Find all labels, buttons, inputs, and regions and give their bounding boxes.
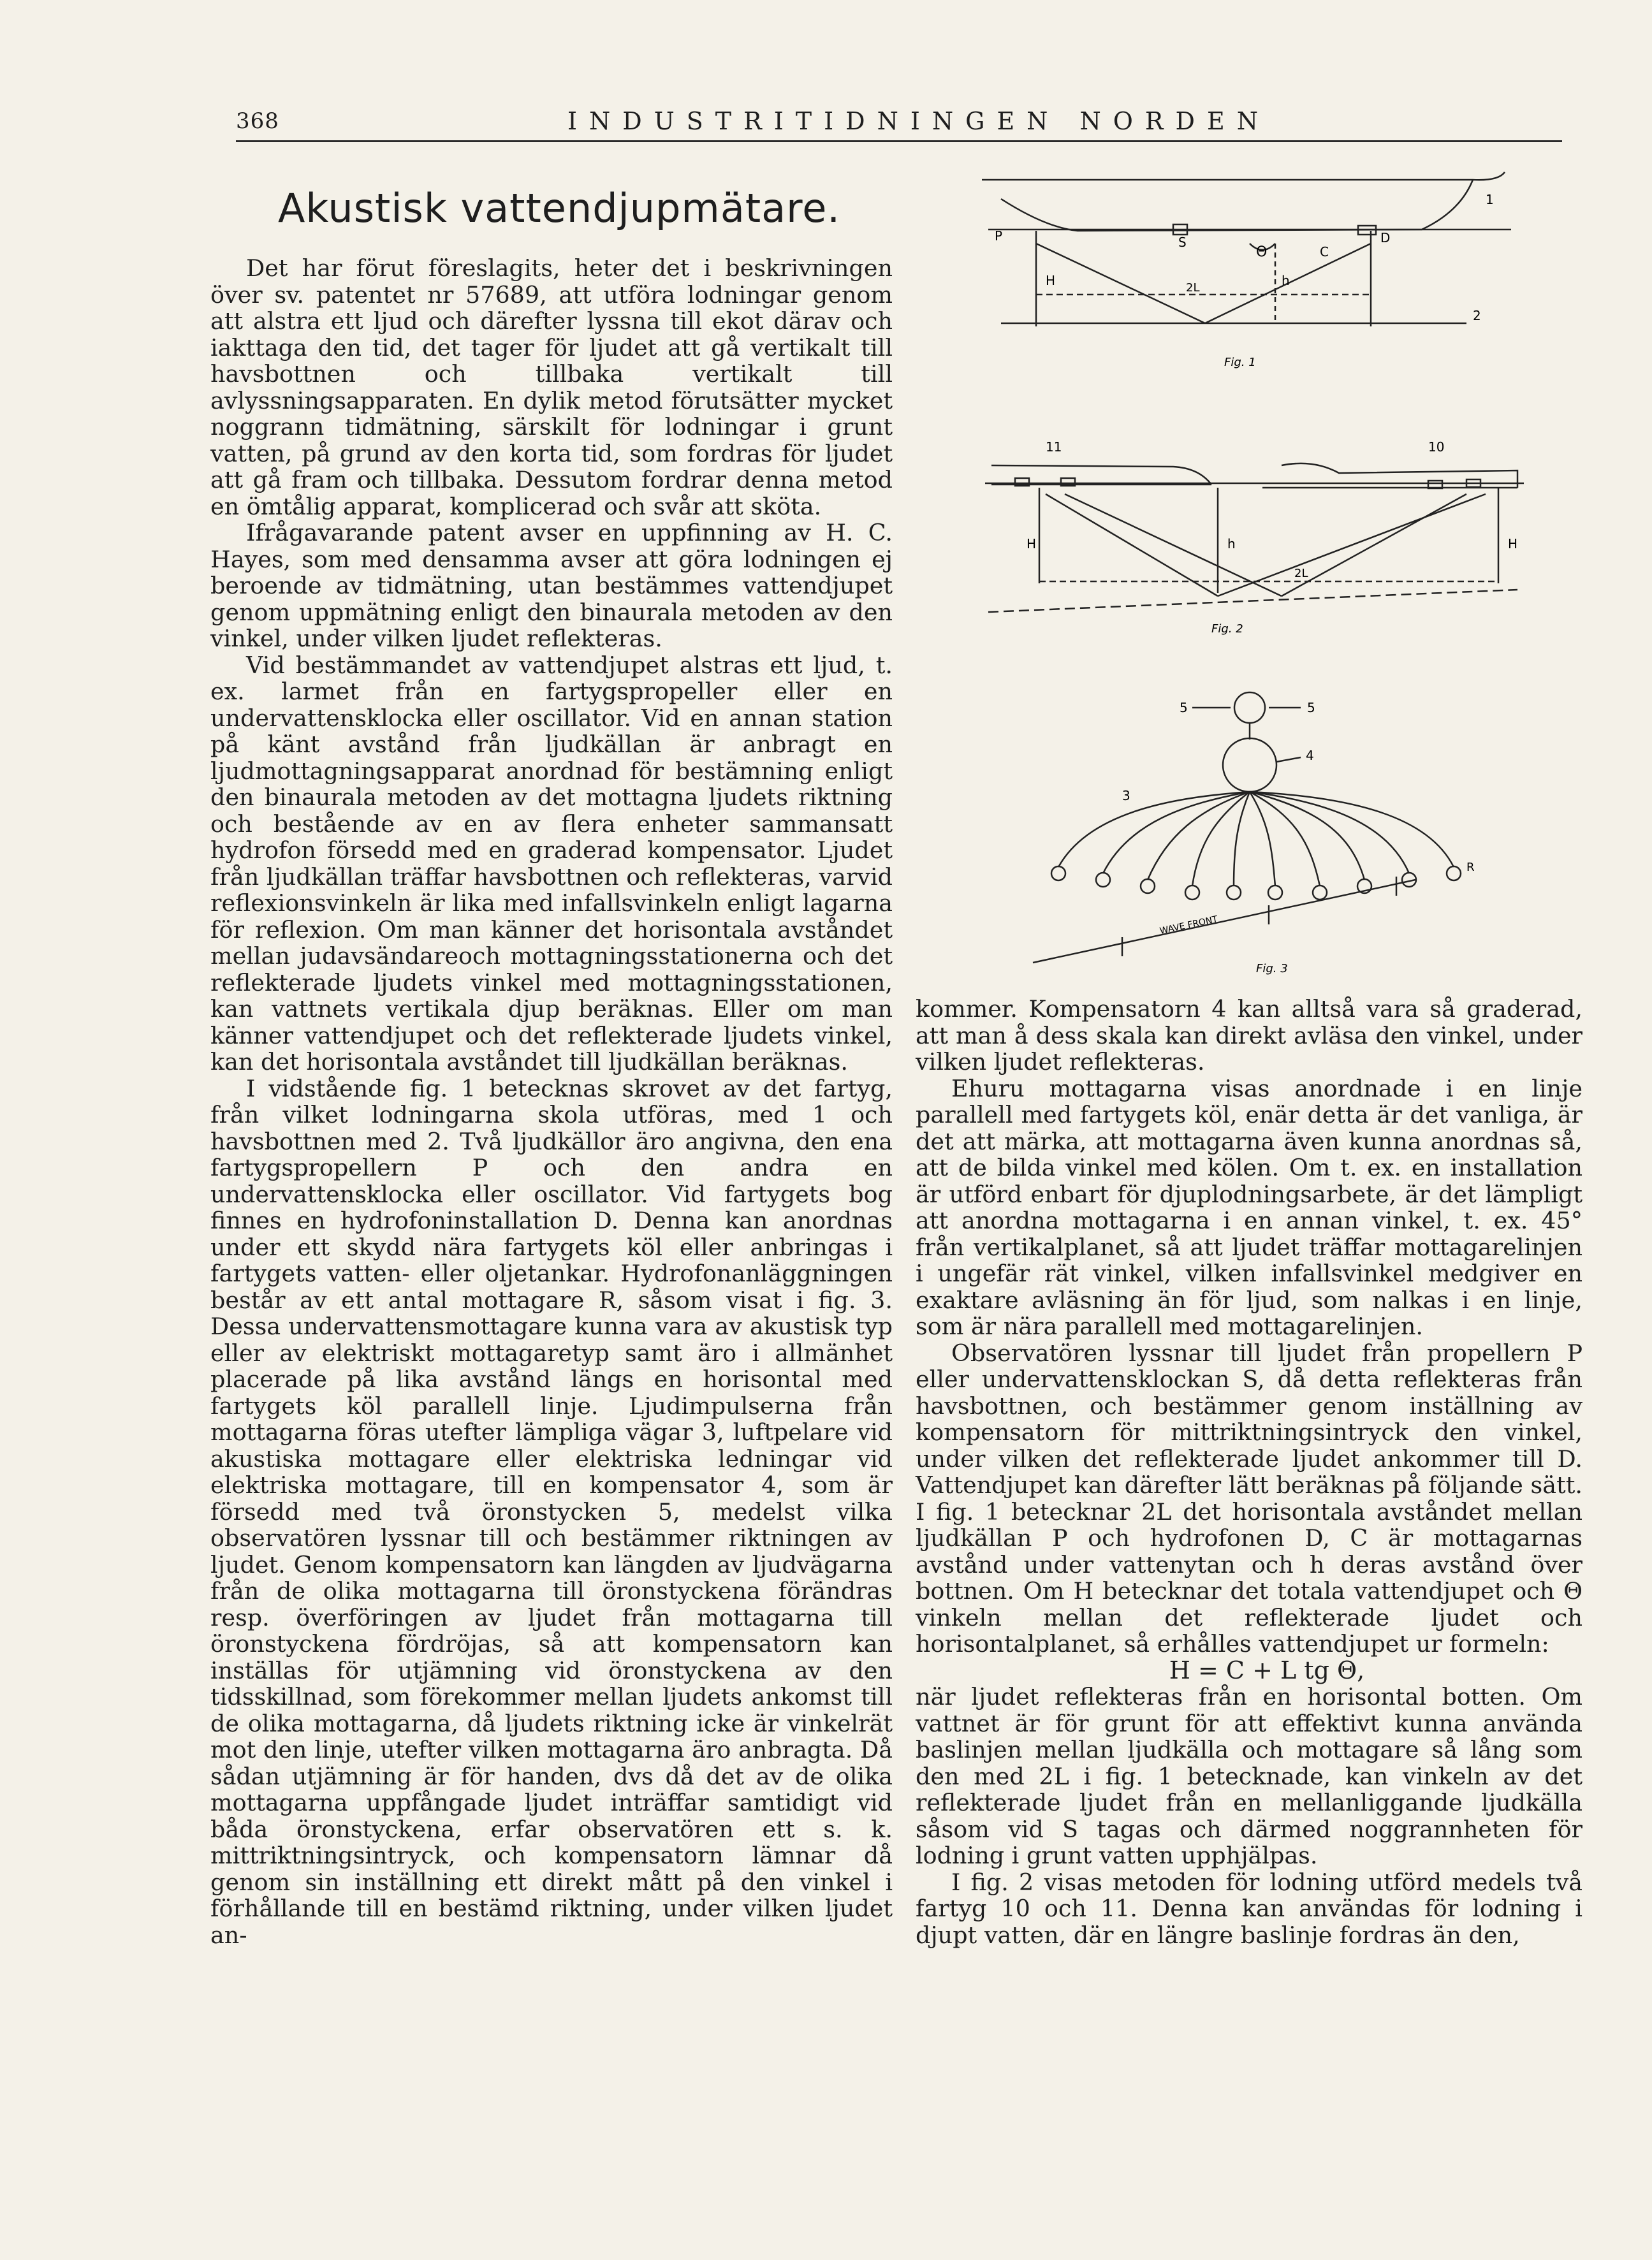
earpiece-head (1234, 692, 1265, 723)
compensator (1223, 738, 1276, 792)
fig2-label-H-left: H (1027, 536, 1037, 551)
receiver (1096, 873, 1110, 887)
path-2 (1103, 792, 1250, 873)
sea-bottom (988, 590, 1517, 612)
fig3-label-wave-front: WAVE FRONT (1159, 914, 1219, 937)
path-9 (1250, 792, 1409, 873)
paragraph: Det har förut föreslagits, heter det i beskrivningen över sv. patentet nr 57689, att utföra lodningar genom att alstra ett ljud och därefter lyssna till ekot därav och iakttaga den tid, det tager för ljudet att gå vertikalt till havsbottnen och tillbaka vertikalt till avlyssningsapparaten. En dylik metod förutsätter mycket noggrann tidmätning, särskilt för lodningar i grunt vatten, på grund av den korta tid, som fordras för ljudet att gå fram och tillbaka. Dessutom fordrar denna metod en ömtålig apparat, komplicerad och svår att sköta. (210, 254, 893, 520)
paragraph: Ifrågavarande patent avser en uppfinning av H. C. Hayes, som med densamma avser att göra lodningen ej beroende av tidmätning, utan bestämmes vattendjupet genom uppmätning enligt den binaurala metoden av den vinkel, under vilken ljudet reflekteras. (210, 519, 893, 652)
running-title: INDUSTRITIDNINGEN NORDEN (567, 107, 1270, 135)
fig1-label-H: H (1046, 273, 1056, 288)
paragraph: Observatören lyssnar till ljudet från propellern P eller undervattensklockan S, då detta reflekteras från havsbottnen, och bestämmer genom inställning av kompensatorn för mittriktningsintryck den vinkel, under vilken det reflekterade ljudet ankommer till D. Vattendjupet kan därefter lätt beräknas på följande sätt. I fig. 1 betecknar 2L det horisontala avståndet mellan ljudkällan P och hydrofonen D, C är mottagarnas avstånd under vattenytan och h deras avstånd över bottnen. Om H betecknar det totala vattendjupet och Θ vinkeln mellan det reflekterade ljudet och horisontalplanet, så erhålles vattendjupet ur formeln: (916, 1339, 1583, 1658)
path-10 (1250, 792, 1454, 867)
formula: H = C + L tg Θ, (1169, 1656, 1365, 1684)
paragraph: I vidstående fig. 1 betecknas skrovet av det fartyg, från vilket lodningarna skola utföras, med 1 och havsbottnen med 2. Två ljudkällor äro angivna, den ena fartygspropellern P och den andra en undervattensklocka eller oscillator. Vid fartygets bog finnes en hydrofoninstallation D. Denna kan anordnas under ett skydd nära fartygets köl eller anbringas i fartygets vatten- eller oljetankar. Hydrofonanläggningen består av ett antal mottagare R, såsom visat i fig. 3. Dessa undervattensmottagare kunna vara av akustisk typ eller av elektriskt mottagaretyp samt äro i allmänhet placerade på lika avstånd längs en horisontal med fartygets köl parallell linje. Ljudimpulserna från mottagarna föras utefter lämpliga vägar 3, luftpelare vid akustiska mottagare eller elektriska ledningar vid elektriska mottagare, till en kompensator 4, som är försedd med två öronstycken 5, medelst vilka observatören lyssnar till och bestämmer riktningen av ljudet. Genom kompensatorn kan längden av ljudvägarna från de olika mottagarna till öronstyckena förändras resp. överföringen av ljudet från mottagarna till öronstyckena fördröjas, så att kompensatorn kan inställas för utjämning vid öronstyckena av den tidsskillnad, som förekommer mellan ljudets ankomst till de olika mottagarna, då ljudets riktning icke är vinkelrät mot den linje, utefter vilken mottagarna äro anbragta. Då sådan utjämning är för handen, dvs då det av de olika mottagarna uppfångade ljudet inträffar samtidigt vid båda öronstyckena, erfar observatören ett s. k. mittriktningsintryck, och kompensatorn lämnar då genom sin inställning ett direkt mått på den vinkel i förhållande till en bestämd riktning, under vilken ljudet an- (210, 1074, 893, 1949)
fig1-label-C: C (1320, 244, 1329, 259)
receiver (1313, 886, 1327, 900)
paragraph: Vid bestämmandet av vattendjupet alstras ett ljud, t. ex. larmet från en fartygspropeller eller en undervattensklocka eller oscillator. Vid en annan station på känt avstånd från ljudkällan är anbragt en ljudmottagningsapparat anordnad för bestämning enligt den binaurala metoden av det mottagna ljudets riktning och bestående av en av flera enheter sammansatt hydrofon försedd med en graderad kompensator. Ljudet från ljudkällan träffar havsbottnen och reflekteras, varvid reflexionsvinkeln är lika med infallsvinkeln enligt lagarna för reflexion. Om man känner det horisontala avståndet mellan judavsändareoch mottagningsstationerna och det reflekterade ljudets vinkel med mottagningsstationen, kan vattnets vertikala djup beräknas. Eller om man känner vattendjupet och det reflekterade ljudets vinkel, kan det horisontala avståndet till ljudkällan beräknas. (210, 651, 893, 1075)
fig3-label-compensator: 4 (1306, 748, 1314, 763)
receiver (1141, 879, 1155, 893)
figure-1-drawing (976, 167, 1524, 377)
fig3-label-ear-left: 5 (1180, 700, 1188, 715)
sound-path-down (1036, 244, 1205, 323)
paragraph: kommer. Kompensatorn 4 kan alltså vara så graderad, att man å dess skala kan direkt avläsa den vinkel, under vilken ljudet reflekteras. (916, 995, 1583, 1075)
right-column (916, 996, 1583, 1948)
page-header (236, 107, 1562, 142)
fig3-label-receiver: R (1466, 861, 1475, 874)
article-title: Akustisk vattendjupmätare. (278, 185, 841, 231)
fig1-label-h: h (1282, 273, 1290, 288)
fig1-label-bell: S (1178, 235, 1187, 250)
compensator-pointer (1276, 757, 1301, 762)
path-4 (1192, 792, 1250, 886)
receiver (1227, 886, 1241, 900)
paragraph: I fig. 2 visas metoden för lodning utförd medels två fartyg 10 och 11. Denna kan användas för lodning i djupt vatten, där en längre baslinje fordras än den, (916, 1868, 1583, 1949)
fig2-label-ship-10: 10 (1428, 439, 1445, 455)
fig2-label-h: h (1227, 536, 1236, 551)
path-8 (1250, 792, 1364, 880)
receiver (1447, 866, 1461, 880)
figure-1 (976, 167, 1524, 377)
receiver (1051, 866, 1065, 880)
paragraph: när ljudet reflekteras från en horisontal botten. Om vattnet är för grunt för att effektivt kunna använda baslinjen mellan ljudkälla och mottagare så lång som den med 2L i fig. 1 betecknade, kan vinkeln av det reflekterade ljudet från en mellanliggande ljudkälla såsom vid S tagas och därmed noggrannheten för lodning i grunt vatten upphjälpas. (916, 1683, 1583, 1869)
figure-2 (982, 434, 1530, 644)
figure-3 (1020, 682, 1530, 982)
paragraph: Ehuru mottagarna visas anordnade i en linje parallell med fartygets köl, enär detta är det vanliga, är det att märka, att mottagarna även kunna anordnas så, att de bilda vinkel med kölen. Om t. ex. en installation är utförd enbart för djuplodningsarbete, är det lämpligt att anordna mottagarna i en annan vinkel, t. ex. 45° från vertikalplanet, så att ljudet träffar mottagarelinjen i ungefär rät vinkel, vilken infallsvinkel medgiver en exaktare avläsning än för ljud, som nalkas i en linje, som är nära parallell med mottagarelinjen. (916, 1074, 1583, 1340)
receiver (1268, 886, 1282, 900)
fig2-caption: Fig. 2 (1211, 622, 1243, 636)
fig2-label-ship-11: 11 (1046, 439, 1062, 455)
path-7 (1250, 792, 1320, 886)
fig1-label-2L: 2L (1186, 281, 1200, 295)
fig1-label-theta: Θ (1256, 244, 1268, 260)
fig2-label-H-right: H (1508, 536, 1518, 551)
fig1-label-bottom: 2 (1473, 308, 1481, 323)
receiver (1185, 886, 1199, 900)
ship-hull (1001, 180, 1473, 231)
wave-front-line (1033, 880, 1415, 963)
fig1-label-propeller: P (995, 228, 1003, 244)
fig1-caption: Fig. 1 (1224, 356, 1256, 369)
page-number: 368 (236, 108, 279, 134)
ship-10-hull (1282, 463, 1517, 488)
figure-3-drawing (1020, 682, 1530, 982)
ship-11-hull (991, 465, 1211, 485)
fig1-label-hull: 1 (1486, 192, 1494, 207)
fig3-label-paths: 3 (1122, 788, 1130, 803)
fig1-label-hydrophone: D (1380, 230, 1391, 245)
fig3-caption: Fig. 3 (1256, 962, 1288, 975)
figure-2-drawing (982, 434, 1530, 644)
left-column (210, 255, 893, 1948)
fig3-label-ear-right: 5 (1307, 700, 1315, 715)
ship-deck-line (982, 172, 1505, 180)
fig2-label-2L: 2L (1294, 567, 1308, 580)
path-5 (1234, 792, 1250, 886)
